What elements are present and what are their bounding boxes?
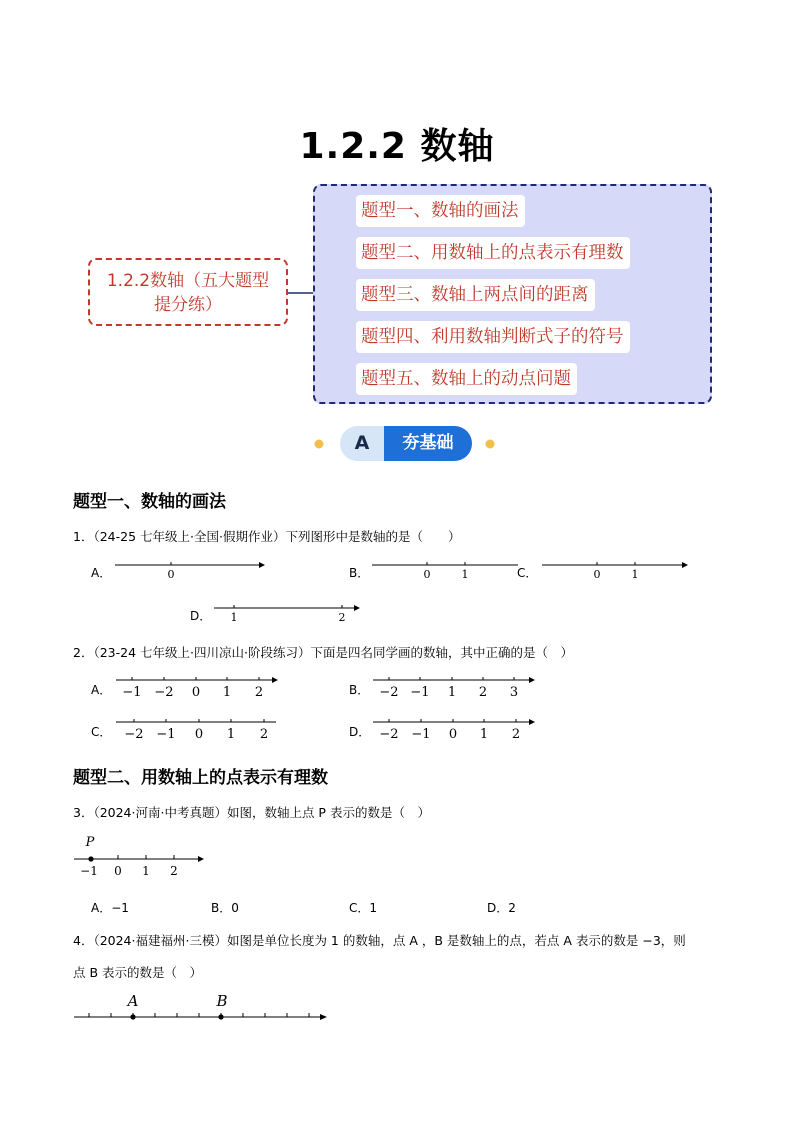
q1d-tick-0: 1 <box>230 611 238 624</box>
q4-point-a-label: A <box>127 992 139 1010</box>
mindmap-root-line1: 1.2.2数轴（五大题型 <box>106 271 270 291</box>
section-heading-2: 题型二、用数轴上的点表示有理数 <box>73 768 328 788</box>
q2c-tick-0: −2 <box>124 727 144 742</box>
q4-point-a <box>130 1014 135 1019</box>
q3-tick-3: 2 <box>170 864 178 878</box>
q3-numberline <box>72 833 212 879</box>
mindmap-item-1: 题型一、数轴的画法 <box>356 195 525 227</box>
q2-option-c-numberline <box>114 714 284 744</box>
q3-tick-0: −1 <box>80 864 98 878</box>
q4-point-b-label: B <box>216 992 228 1010</box>
q2d-tick-4: 2 <box>511 727 521 742</box>
page-title: 1.2.2 数轴 <box>299 126 495 167</box>
q2-option-a-label: A． <box>91 683 112 697</box>
q2b-tick-4: 3 <box>509 685 519 700</box>
q2-option-d-label: D． <box>349 725 371 739</box>
q2-option-b-numberline <box>371 672 541 702</box>
q1b-tick-0: 0 <box>423 568 431 581</box>
q4-numberline <box>72 990 332 1026</box>
q4-point-b <box>218 1014 223 1019</box>
q1c-tick-1: 1 <box>631 568 639 581</box>
q3-tick-2: 1 <box>142 864 150 878</box>
q2c-tick-4: 2 <box>259 727 269 742</box>
question-1-text: 1．（24-25 七年级上·全国·假期作业）下列图形中是数轴的是（ ） <box>73 529 461 544</box>
badge-letter: A <box>340 426 384 461</box>
q2d-tick-3: 1 <box>479 727 489 742</box>
q3-choice-b: B．0 <box>211 901 239 915</box>
q2c-tick-1: −1 <box>156 727 176 742</box>
q3-tick-1: 0 <box>114 864 122 878</box>
q2b-tick-1: −1 <box>410 685 430 700</box>
section-heading-1: 题型一、数轴的画法 <box>73 492 226 512</box>
question-3-text: 3．（2024·河南·中考真题）如图，数轴上点 P 表示的数是（ ） <box>73 805 430 820</box>
q2b-tick-0: −2 <box>379 685 399 700</box>
q2d-tick-0: −2 <box>379 727 399 742</box>
q1-option-c-label: C． <box>517 566 538 580</box>
question-4-text-line2: 点 B 表示的数是（ ） <box>73 965 203 980</box>
q1a-tick-0: 0 <box>167 568 175 581</box>
q2b-tick-3: 2 <box>478 685 488 700</box>
mindmap-box <box>313 184 712 404</box>
badge-label: 夯基础 <box>384 426 472 461</box>
q3-choice-c: C．1 <box>349 901 378 915</box>
q2a-tick-4: 2 <box>254 685 264 700</box>
q3-choice-d: D．2 <box>487 901 516 915</box>
q2a-tick-1: −2 <box>154 685 174 700</box>
q1d-tick-1: 2 <box>338 611 346 624</box>
q3-point-p <box>88 856 93 861</box>
q2c-tick-2: 0 <box>194 727 204 742</box>
q2a-tick-0: −1 <box>122 685 142 700</box>
q2-option-c-label: C． <box>91 725 112 739</box>
mindmap-root-line2: 提分练） <box>154 295 222 315</box>
question-2-text: 2．（23-24 七年级上·四川凉山·阶段练习）下面是四名同学画的数轴，其中正确的是（ ） <box>73 645 573 660</box>
q2a-tick-3: 1 <box>222 685 232 700</box>
q2-option-b-label: B． <box>349 683 370 697</box>
mindmap-item-3: 题型三、数轴上两点间的距离 <box>356 279 595 311</box>
mindmap-item-2: 题型二、用数轴上的点表示有理数 <box>356 237 630 269</box>
mindmap-root <box>88 258 288 326</box>
mindmap-item-4: 题型四、利用数轴判断式子的符号 <box>356 321 630 353</box>
q2b-tick-2: 1 <box>447 685 457 700</box>
mindmap-item-5: 题型五、数轴上的动点问题 <box>356 363 577 395</box>
q3-point-label: P <box>85 835 95 850</box>
q1-option-b-label: B． <box>349 566 370 580</box>
q1-option-b-numberline <box>370 556 522 582</box>
question-4-text-line1: 4．（2024·福建福州·三模）如图是单位长度为 1 的数轴，点 A ，B 是数轴上的点，若点 A 表示的数是 −3，则 <box>73 933 686 948</box>
level-badge <box>340 426 472 461</box>
q2-option-d-numberline <box>371 714 541 744</box>
q1-option-a-numberline <box>113 556 269 582</box>
q2-option-a-numberline <box>114 672 284 702</box>
q1-option-a-label: A． <box>91 566 112 580</box>
q1b-tick-1: 1 <box>461 568 469 581</box>
q3-choice-a: A．−1 <box>91 901 129 915</box>
q1-option-d-label: D． <box>190 609 212 623</box>
q2c-tick-3: 1 <box>226 727 236 742</box>
q2d-tick-1: −1 <box>411 727 431 742</box>
q2a-tick-2: 0 <box>191 685 201 700</box>
q1-option-c-numberline <box>540 556 692 582</box>
q2d-tick-2: 0 <box>448 727 458 742</box>
q1c-tick-0: 0 <box>593 568 601 581</box>
q1-option-d-numberline <box>212 599 364 625</box>
